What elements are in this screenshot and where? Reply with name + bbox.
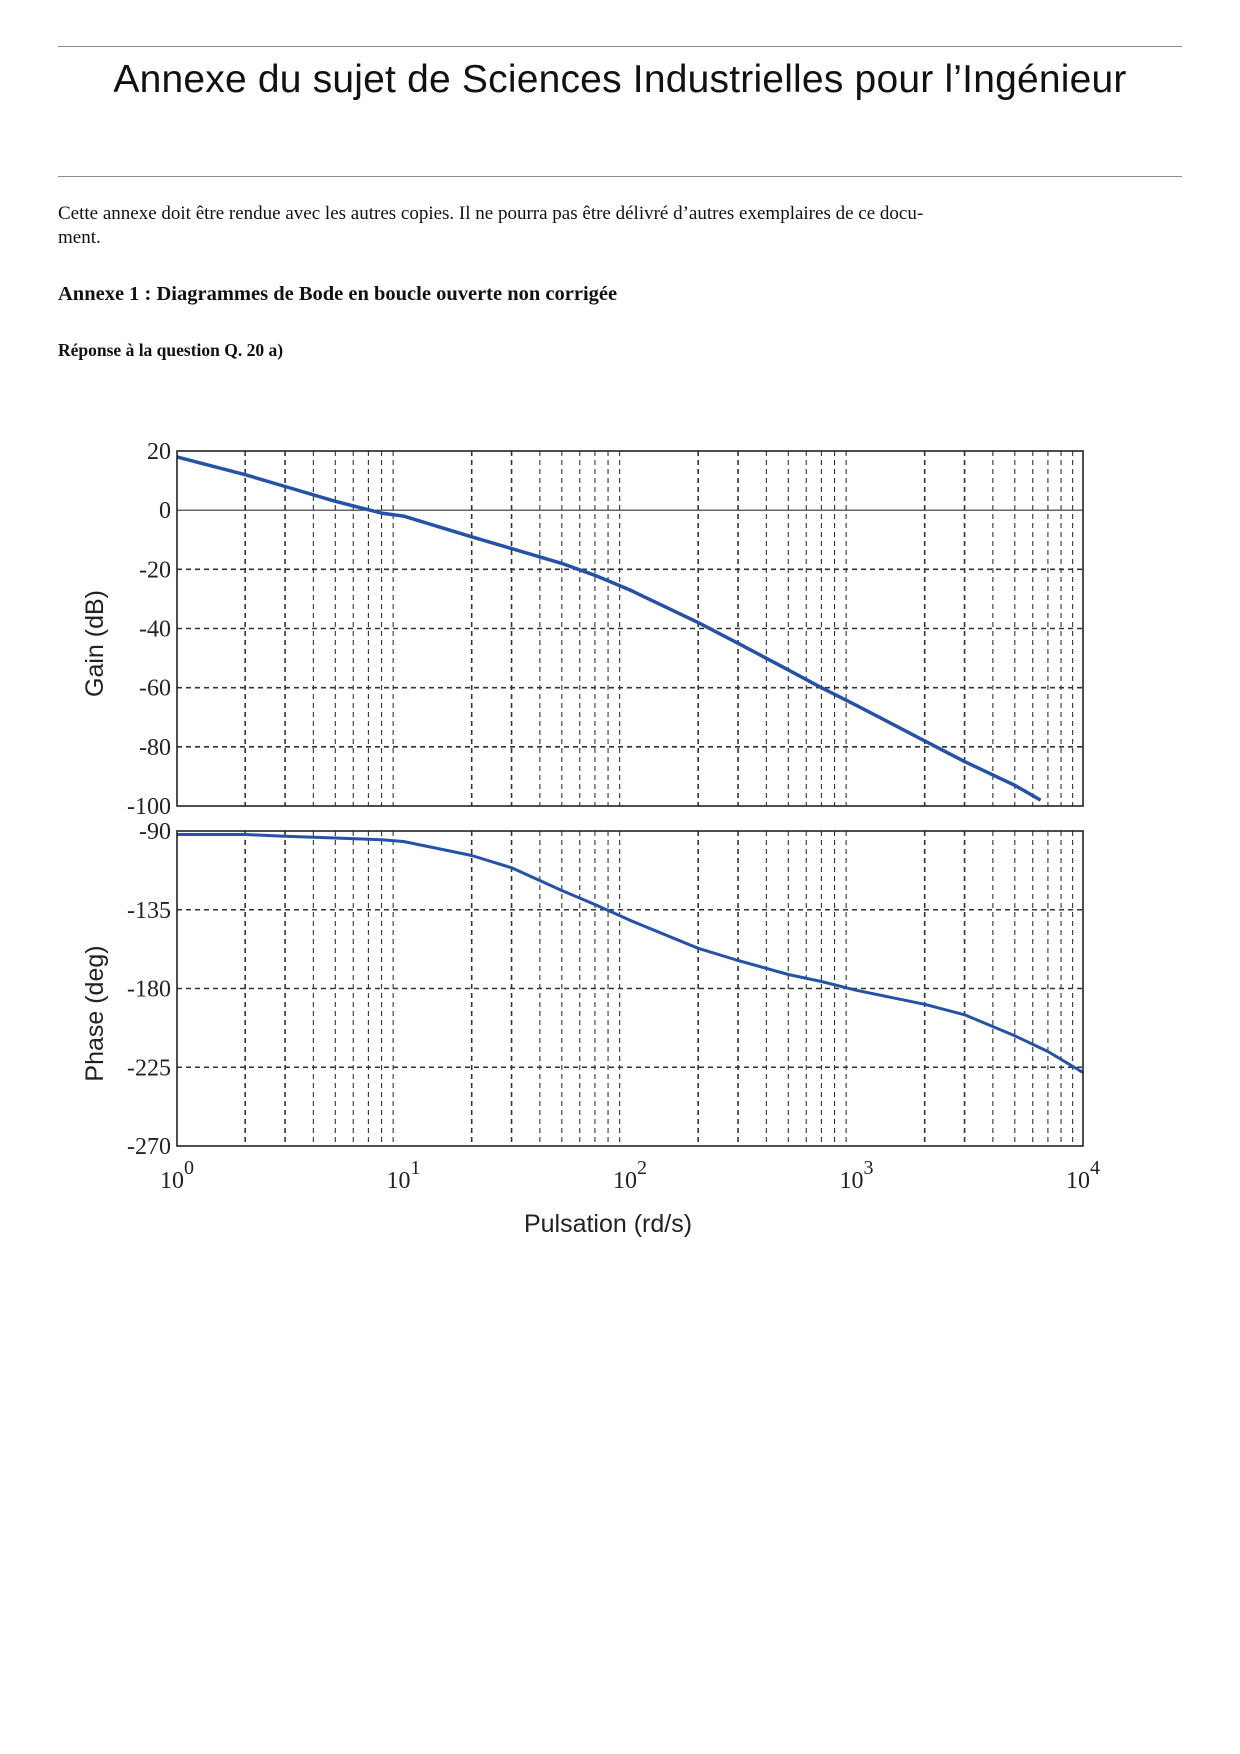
frequency-xticks	[160, 1157, 1100, 1194]
xtick-base: 10	[613, 1168, 637, 1194]
xtick-base: 10	[386, 1168, 411, 1194]
xtick-base: 10	[160, 1168, 184, 1194]
xtick-label	[613, 1157, 647, 1194]
xtick-label	[840, 1157, 874, 1194]
xtick-base: 10	[839, 1168, 864, 1194]
phase-grid	[177, 831, 1083, 1146]
phase-ytick-label: -225	[127, 1055, 171, 1082]
gain-ytick-label: -80	[139, 734, 171, 761]
xtick-exponent: 3	[863, 1157, 874, 1179]
gain-ytick-label: 20	[147, 439, 171, 465]
gain-axis-label: Gain (dB)	[81, 590, 109, 697]
page-title: Annexe du sujet de Sciences Industrielles pour l’Ingénieur	[113, 58, 1127, 101]
gain-yticks	[127, 439, 171, 820]
xtick-label	[160, 1157, 194, 1194]
gain-ytick-label: 0	[159, 498, 171, 525]
gain-panel	[81, 439, 1083, 820]
xtick-exponent: 0	[184, 1157, 194, 1179]
phase-panel	[81, 819, 1100, 1238]
intro-line-2: ment.	[58, 227, 101, 248]
gain-ytick-label: -40	[139, 616, 171, 643]
xtick-exponent: 4	[1090, 1157, 1100, 1179]
gain-ytick-label: -60	[139, 675, 171, 702]
phase-axis-label: Phase (deg)	[81, 945, 109, 1082]
annex-heading: Annexe 1 : Diagrammes de Bode en boucle ouverte non corrigée	[58, 283, 618, 305]
phase-ytick-label: -135	[127, 897, 171, 924]
gain-ytick-label: -20	[139, 557, 171, 584]
xtick-base: 10	[1066, 1168, 1090, 1194]
gain-ytick-label: -100	[127, 794, 171, 820]
xtick-label	[387, 1157, 421, 1194]
phase-ytick-label: -180	[127, 976, 171, 1003]
phase-ytick-label: -90	[139, 819, 171, 845]
intro-line-1: Cette annexe doit être rendue avec les autres copies. Il ne pourra pas être délivré d’autres exemplaires de ce docu-	[58, 203, 924, 224]
frequency-axis-label: Pulsation (rd/s)	[523, 1210, 693, 1238]
phase-yticks	[127, 819, 171, 1160]
question-label: Réponse à la question Q. 20 a)	[58, 340, 284, 360]
xtick-exponent: 1	[410, 1157, 421, 1179]
phase-ytick-label: -270	[127, 1134, 171, 1160]
xtick-exponent: 2	[637, 1157, 647, 1179]
xtick-label	[1066, 1157, 1100, 1194]
